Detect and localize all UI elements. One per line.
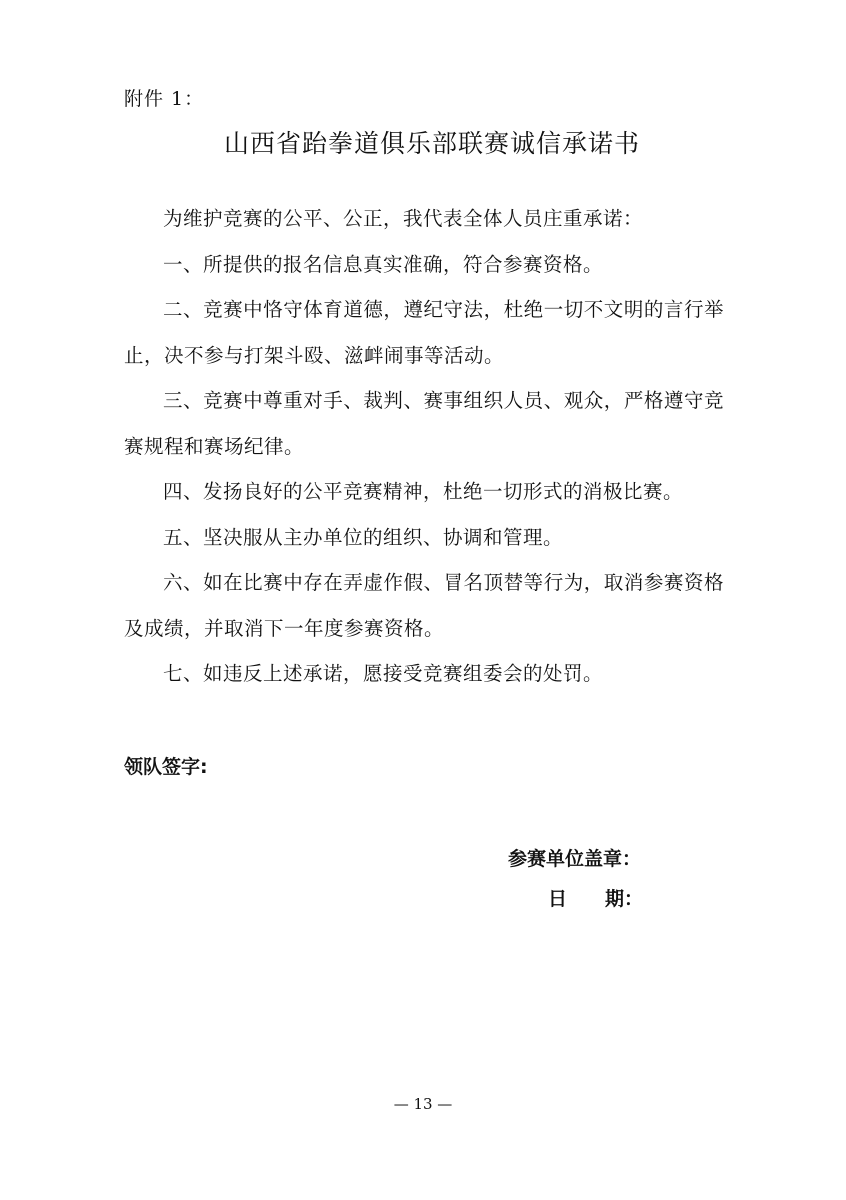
commitment-item-1: 一、所提供的报名信息真实准确，符合参赛资格。 bbox=[163, 252, 604, 276]
leader-signature-label: 领队签字: bbox=[124, 756, 208, 778]
unit-seal-label: 参赛单位盖章： bbox=[508, 848, 642, 870]
attachment-label: 附件 1： bbox=[124, 88, 205, 110]
commitment-item-3: 三、竞赛中尊重对手、裁判、赛事组织人员、观众，严格遵守竞赛规程和赛场纪律。 bbox=[124, 389, 724, 458]
intro-paragraph: 为维护竞赛的公平、公正，我代表全体人员庄重承诺： bbox=[163, 207, 644, 230]
commitment-item-4: 四、发扬良好的公平竞赛精神，杜绝一切形式的消极比赛。 bbox=[163, 480, 684, 503]
page-number: — 13 — bbox=[393, 1095, 453, 1113]
commitment-item-6: 六、如在比赛中存在弄虚作假、冒名顶替等行为，取消参赛资格及成绩，并取消下一年度参赛资格。 bbox=[124, 571, 724, 640]
commitment-item-2: 二、竞赛中恪守体育道德，遵纪守法，杜绝一切不文明的言行举止，决不参与打架斗殴、滋衅闹事等活动。 bbox=[124, 298, 724, 367]
document-title: 山西省跆拳道俱乐部联赛诚信承诺书 bbox=[223, 129, 640, 158]
commitment-item-5: 五、坚决服从主办单位的组织、协调和管理。 bbox=[163, 525, 564, 549]
commitment-body bbox=[124, 196, 724, 697]
date-label: 日 期： bbox=[548, 888, 644, 910]
commitment-item-7: 七、如违反上述承诺，愿接受竞赛组委会的处罚。 bbox=[163, 662, 604, 685]
